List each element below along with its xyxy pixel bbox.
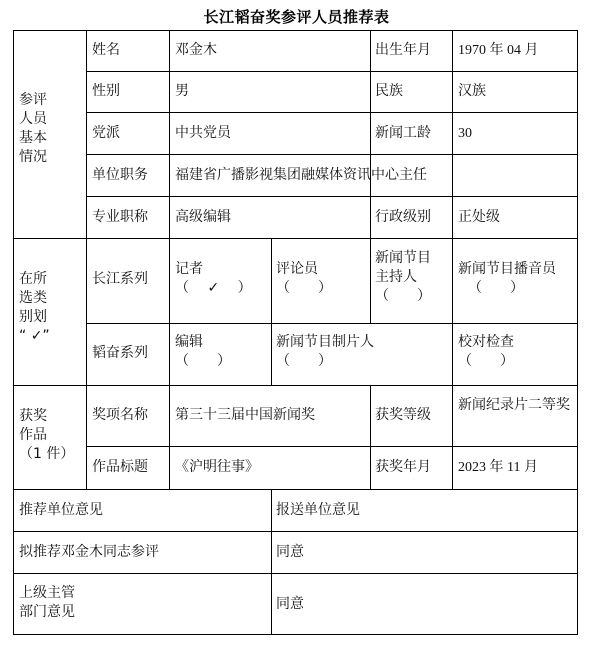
basic-info-section-label: 参评 人员 基本 情况 bbox=[19, 92, 47, 165]
news-years-value: 30 bbox=[458, 126, 472, 141]
section-divider bbox=[13, 489, 578, 490]
option-producer bbox=[276, 333, 374, 371]
birth-value: 1970 年 04 月 bbox=[458, 43, 539, 58]
name-label: 姓名 bbox=[92, 42, 120, 58]
ethnicity-value: 汉族 bbox=[458, 83, 486, 99]
option-producer-checkbox: （ ） bbox=[276, 353, 332, 369]
col-divider bbox=[370, 385, 371, 489]
admin-level-label: 行政级别 bbox=[375, 209, 431, 225]
gender-value: 男 bbox=[175, 83, 189, 99]
col-divider bbox=[452, 30, 453, 196]
superior-department-opinion-label: 上级主管 部门意见 bbox=[19, 585, 75, 620]
option-host bbox=[375, 249, 431, 306]
award-level-label: 获奖等级 bbox=[375, 407, 431, 423]
option-announcer bbox=[458, 260, 556, 298]
row-divider bbox=[86, 154, 578, 155]
unit-position-label: 单位职务 bbox=[92, 167, 148, 183]
row-divider bbox=[86, 71, 578, 72]
table-border-right bbox=[577, 30, 578, 635]
option-editor-label: 编辑 bbox=[175, 334, 203, 350]
col-divider bbox=[452, 196, 453, 238]
option-commentator-label: 评论员 bbox=[276, 261, 318, 277]
row-divider bbox=[86, 323, 578, 324]
table-border-bottom bbox=[13, 634, 578, 635]
nomination-table bbox=[13, 30, 578, 635]
row-divider bbox=[13, 531, 578, 532]
option-announcer-checkbox: （ ） bbox=[468, 280, 524, 296]
taofen-series-label: 韬奋系列 bbox=[92, 345, 148, 361]
col-divider bbox=[370, 196, 371, 238]
row-divider bbox=[86, 446, 578, 447]
option-proofreader-label: 校对检查 bbox=[458, 334, 514, 350]
news-years-label: 新闻工龄 bbox=[375, 125, 431, 141]
row-divider bbox=[86, 112, 578, 113]
gender-label: 性别 bbox=[92, 83, 120, 99]
section-divider bbox=[13, 385, 578, 386]
recommending-unit-opinion-label: 推荐单位意见 bbox=[19, 502, 103, 518]
option-reporter-checkbox: （ ✓ ） bbox=[175, 280, 252, 296]
table-border-left bbox=[13, 30, 14, 635]
section-divider bbox=[13, 238, 578, 239]
submitting-unit-opinion-label: 报送单位意见 bbox=[276, 502, 360, 518]
unit-position-value: 福建省广播影视集团融媒体资讯中心主任 bbox=[175, 167, 427, 183]
table-border-top bbox=[13, 30, 578, 31]
award-date-label: 获奖年月 bbox=[375, 459, 431, 475]
option-commentator-checkbox: （ ） bbox=[276, 280, 332, 296]
col-divider bbox=[169, 30, 170, 489]
superior-department-opinion-text: 同意 bbox=[276, 596, 304, 612]
award-name-label: 奖项名称 bbox=[92, 407, 148, 423]
col-divider bbox=[271, 238, 272, 385]
col-divider bbox=[370, 238, 371, 323]
submitting-unit-opinion-text: 同意 bbox=[276, 544, 304, 560]
professional-title-value: 高级编辑 bbox=[175, 209, 231, 225]
option-reporter-label: 记者 bbox=[175, 261, 203, 277]
party-label: 党派 bbox=[92, 125, 120, 141]
award-level-value: 新闻纪录片二等奖 bbox=[458, 397, 570, 413]
award-name-value: 第三十三届中国新闻奖 bbox=[175, 407, 315, 423]
option-announcer-label: 新闻节目播音员 bbox=[458, 261, 556, 277]
option-commentator bbox=[276, 260, 332, 298]
option-proofreader-checkbox: （ ） bbox=[458, 353, 514, 369]
col-divider bbox=[452, 385, 453, 489]
name-value: 邓金木 bbox=[175, 42, 217, 58]
row-divider bbox=[86, 196, 578, 197]
professional-title-label: 专业职称 bbox=[92, 209, 148, 225]
option-host-checkbox: （ ） bbox=[375, 288, 431, 304]
work-title-label: 作品标题 bbox=[92, 459, 148, 475]
option-editor bbox=[175, 333, 231, 371]
option-producer-label: 新闻节目制片人 bbox=[276, 334, 374, 350]
form-title: 长江韬奋奖参评人员推荐表 bbox=[203, 8, 390, 26]
ethnicity-label: 民族 bbox=[375, 83, 403, 99]
option-proofreader bbox=[458, 333, 514, 371]
recommending-unit-opinion-text: 拟推荐邓金木同志参评 bbox=[19, 544, 159, 560]
award-date-value: 2023 年 11 月 bbox=[458, 460, 538, 475]
party-value: 中共党员 bbox=[175, 125, 231, 141]
col-divider bbox=[452, 238, 453, 385]
birth-label: 出生年月 bbox=[375, 42, 431, 58]
row-divider bbox=[13, 573, 578, 574]
col-divider bbox=[271, 489, 272, 635]
option-reporter bbox=[175, 260, 252, 298]
col-divider bbox=[86, 30, 87, 489]
option-host-label: 新闻节目 主持人 bbox=[375, 250, 431, 285]
work-title-value: 《沪明往事》 bbox=[175, 459, 259, 475]
category-section-label: 在所 选类 别划 “ ✓” bbox=[19, 271, 50, 344]
changjiang-series-label: 长江系列 bbox=[92, 271, 148, 287]
option-editor-checkbox: （ ） bbox=[175, 353, 231, 369]
award-section-label: 获奖 作品 （1 件） bbox=[19, 408, 75, 462]
admin-level-value: 正处级 bbox=[458, 209, 500, 225]
